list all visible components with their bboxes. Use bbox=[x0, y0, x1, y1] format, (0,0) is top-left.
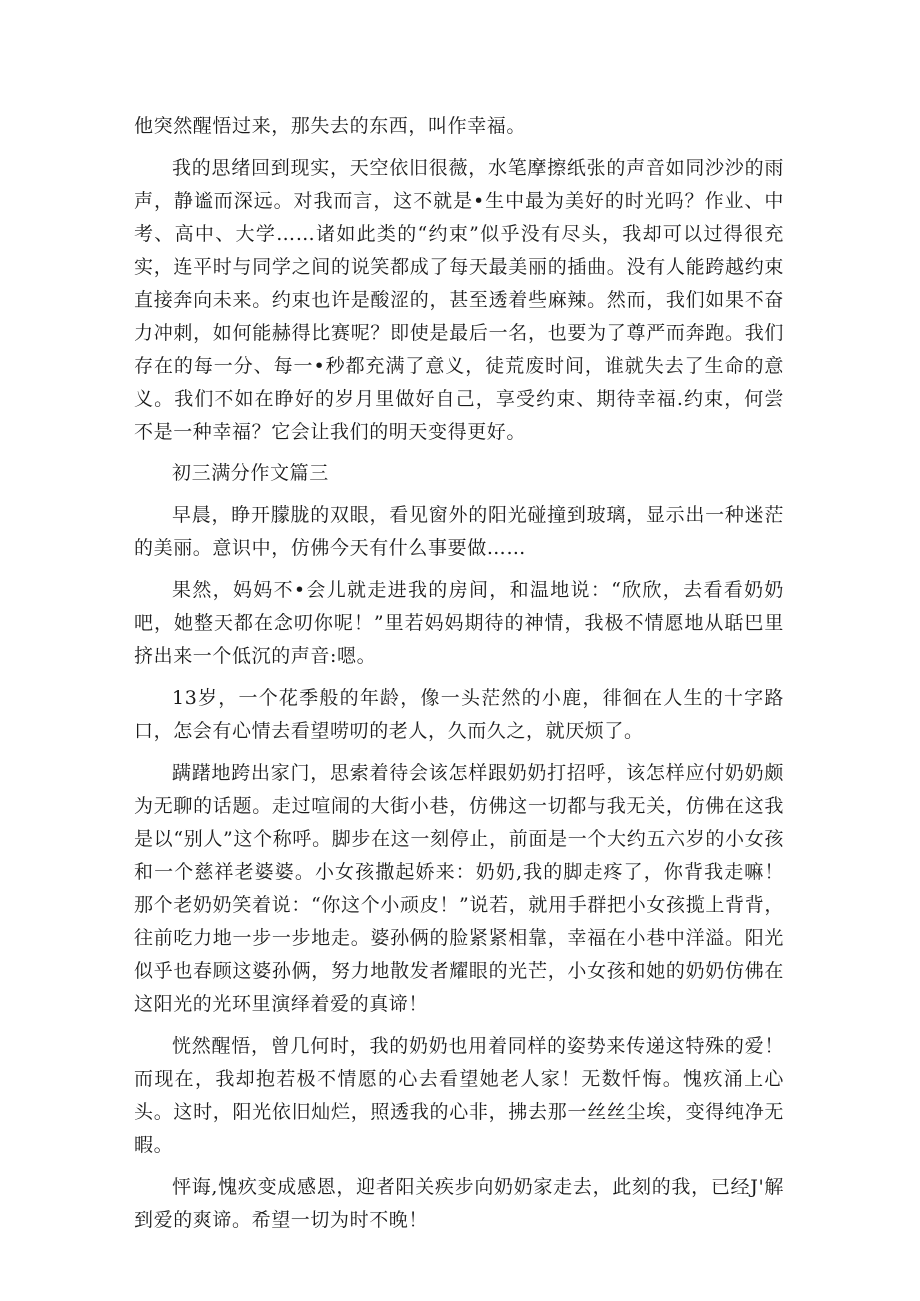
paragraph-5: 13岁，一个花季般的年龄，像一头茫然的小鹿，徘徊在人生的十字路口，怎会有心情去看望唠叨的老人，久而久之，就厌烦了。 bbox=[134, 687, 784, 742]
paragraph-4: 果然，妈妈不•会儿就走进我的房间，和温地说：“欣欣，去看看奶奶吧，她整天都在念叨你呢！”里若妈妈期待的神情，我极不情愿地从聒巴里挤出来一个低沉的声音:嗯。 bbox=[134, 579, 784, 667]
paragraph-6: 蹒躇地跨出家门，思索着待会该怎样跟奶奶打招呼，该怎样应付奶奶颇为无聊的话题。走过喧闹的大街小巷，仿佛这一切都与我无关，仿佛在这我是以“别人”这个称呼。脚步在这一刻停止，前面是一个大约五六岁的小女孩和一个慈祥老婆婆。小女孩撒起娇来：奶奶,我的脚走疼了，你背我走嘛！那个老奶奶笑着说：“你这个小顽皮！”说若，就用手群把小女孩揽上背背，往前吃力地一步一步地走。婆孙俩的脸紧紧相靠，幸福在小巷中洋溢。阳光似乎也春顾这婆孙俩，努力地散发者耀眼的光芒，小女孩和她的奶奶仿佛在这阳光的光环里演绎着爱的真谛！ bbox=[134, 762, 784, 1015]
section-heading: 初三满分作文篇三 bbox=[172, 462, 329, 484]
paragraph-7: 恍然醒悟，曾几何时，我的奶奶也用着同样的姿势来传递这特殊的爱！而现在，我却抱若极不情愿的心去看望她老人家！无数忏悔。愧疚涌上心头。这时，阳光依旧灿烂，照透我的心非，拂去那一丝丝尘埃，变得纯净无暇。 bbox=[134, 1035, 784, 1156]
paragraph-3: 早晨，睁开朦胧的双眼，看见窗外的阳光碰撞到玻璃，显示出一种迷茫的美丽。意识中，仿佛今天有什么事要做…… bbox=[134, 504, 784, 559]
paragraph-1: 他突然醒悟过来，那失去的东西，叫作幸福。 bbox=[134, 115, 527, 137]
paragraph-8: 怦诲,愧疚变成感恩，迎者阳关疾步向奶奶家走去，此刻的我，已经J'解到爱的爽谛。希望一切为时不晚！ bbox=[134, 1176, 784, 1231]
document-page bbox=[134, 110, 784, 1237]
paragraph-2: 我的思绪回到现实，天空依旧很薇，水笔摩擦纸张的声音如同沙沙的雨声，静谧而深远。对我而言，这不就是•生中最为美好的时光吗？作业、中考、高中、大学……诸如此类的“约束”似乎没有尽头，我却可以过得很充实，连平时与同学之间的说笑都成了每天最美丽的插曲。没有人能跨越约束直接奔向未来。约束也许是酸涩的，甚至透着些麻辣。然而，我们如果不奋力冲刺，如何能赫得比赛呢？即使是最后一名，也要为了尊严而奔跑。我们存在的每一分、每一•秒都充满了意义，徒荒废时间，谁就失去了生命的意义。我们不如在睁好的岁月里做好自己，享受约束、期待幸福.约束，何尝不是一种幸福？它会让我们的明天变得更好。 bbox=[134, 157, 784, 443]
